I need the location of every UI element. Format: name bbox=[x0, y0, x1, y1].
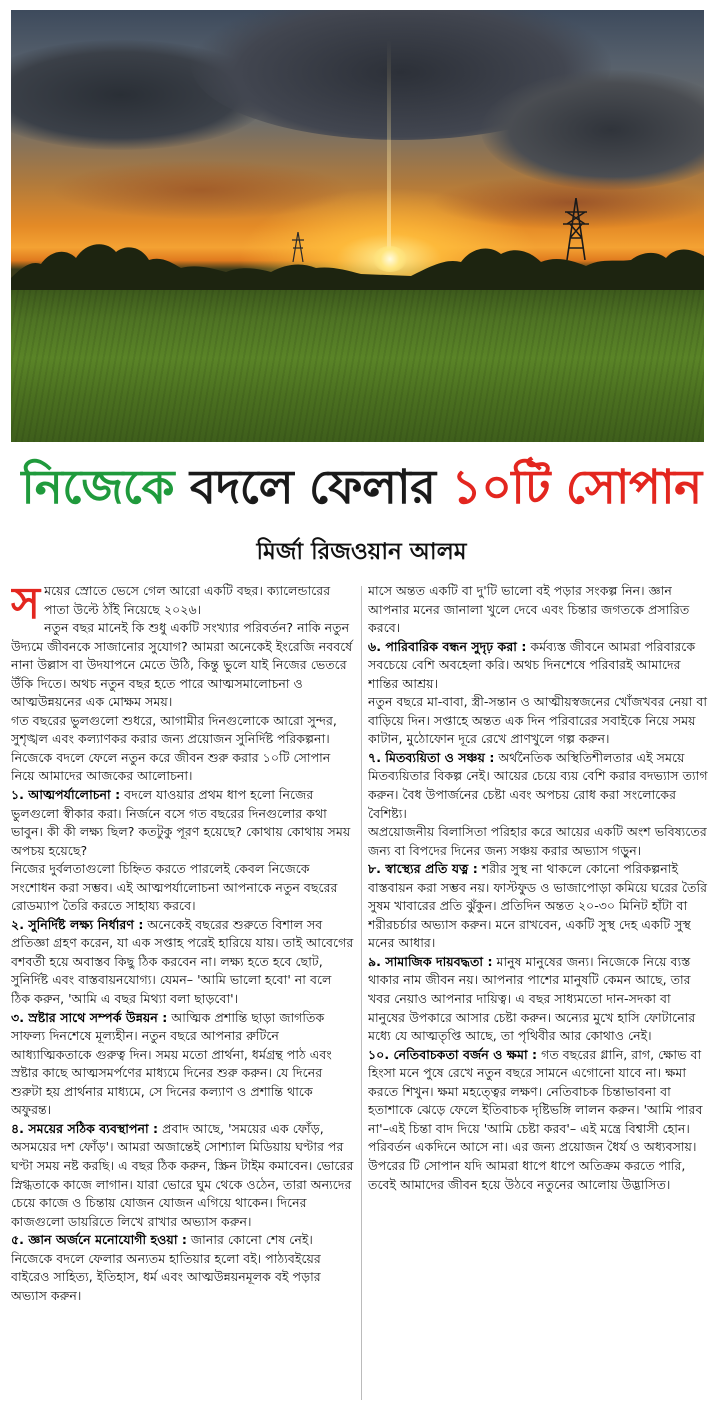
power-tower-icon bbox=[291, 232, 305, 262]
step-text: আত্মিক প্রশান্তি ছাড়া জাগতিক সাফল্য দিনশেষে মূল্যহীন। নতুন বছরে আপনার রুটিনে আধ্যাত্মিকতাকে গুরুত্ব দিন। সময় মতো প্রার্থনা, ধর্মগ্রন্থ পাঠ এবং স্রষ্টার কাছে আত্মসমর্পণের মাধ্যমে দিনের শুরু করুন। যে দিনের শুরুটা হয় প্রার্থনার মাধ্যমে, সে দিনের কল্যাণ ও প্রশান্তি থাকে অফুরন্ত। bbox=[11, 1009, 332, 1118]
step-5 bbox=[11, 1231, 354, 1305]
step-1-continued: নিজের দুর্বলতাগুলো চিহ্নিত করতে পারলেই কেবল নিজেকে সংশোধন করা সম্ভব। এই আত্মপর্যালোচনা আপনাকে নতুন বছরের রোডম্যাপ তৈরি করতে সাহায্য করবে। bbox=[11, 861, 338, 914]
step-text: বদলে যাওয়ার প্রথম ধাপ হলো নিজের ভুলগুলো স্বীকার করা। নির্জনে বসে গত বছরের দিনগুলোর কথা ভাবুন। কী কী লক্ষ্য ছিল? কতটুকু পূরণ হয়েছে? কোথায় কোথায় সময় অপচয় হয়েছে? bbox=[11, 787, 351, 858]
step-2 bbox=[11, 916, 354, 1009]
step-7-continued: অপ্রয়োজনীয় বিলাসিতা পরিহার করে আয়ের একটি অংশ ভবিষ্যতের জন্য বা বিপদের দিনের জন্য সঞ্চয় করার অভ্যাস গড়ুন। bbox=[368, 824, 707, 858]
power-tower-icon bbox=[561, 198, 591, 260]
step-heading: ২. সুনির্দিষ্ট লক্ষ্য নির্ধারণ : bbox=[11, 916, 144, 932]
article-title bbox=[0, 448, 723, 528]
step-text: জানার কোনো শেষ নেই। নিজেকে বদলে ফেলার অন্যতম হাতিয়ার হলো বই। পাঠ্যবইয়ের বাইরেও সাহিত্য, ইতিহাস, ধর্ম এবং আত্মউন্নয়নমূলক বই পড়ার অভ্যাস করুন। bbox=[11, 1232, 321, 1303]
step-text: অনেকেই বছরের শুরুতে বিশাল সব প্রতিজ্ঞা গ্রহণ করেন, যা এক সপ্তাহ পরেই হারিয়ে যায়। তাই আবেগের বশবর্তী হয়ে অবাস্তব কিছু ঠিক করবেন না। লক্ষ্য হতে হবে ছোট, সুনির্দিষ্ট এবং বাস্তবায়নযোগ্য। যেমন– 'আমি ভালো হবো' না বলে ঠিক করুন, 'আমি এ বছর মিথ্যা বলা ছাড়বো'। bbox=[11, 916, 354, 1007]
article-column-left bbox=[11, 582, 354, 1402]
step-text: অর্থনৈতিক অস্থিতিশীলতার এই সময়ে মিতব্যয়িতার বিকল্প নেই। আয়ের চেয়ে ব্যয় বেশি করার বদভ্যাস ত্যাগ করুন। বৈধ উপার্জনের চেষ্টা এবং অপচয় রোধ করা সংলোকের বৈশিষ্ট্য। bbox=[368, 749, 708, 821]
step-heading: ১০. নেতিবাচকতা বর্জন ও ক্ষমা : bbox=[368, 1046, 538, 1062]
step-10 bbox=[368, 1046, 710, 1194]
hero-photo bbox=[11, 10, 704, 442]
step-text: মানুষ মানুষের জন্য। নিজেকে নিয়ে ব্যস্ত থাকার নাম জীবন নয়। আপনার পাশের মানুষটি কেমন আছে, তার খবর নেয়াও আপনার দায়িত্ব। এ বছর সাধ্যমতো দান-সদকা বা মানুষের উপকারে আসার চেষ্টা করুন। অন্যের মুখে হাসি ফোটানোর মধ্যে যে আত্মতৃপ্তি আছে, তা পৃথিবীর আর কোথাও নেই। bbox=[368, 953, 696, 1044]
step-text: প্রবাদ আছে, 'সময়ের এক ফোঁড়, অসময়ের দশ ফোঁড়'। আমরা অজান্তেই সোশ্যাল মিডিয়ায় ঘণ্টার পর ঘণ্টা সময় নষ্ট করছি। এ বছর ঠিক করুন, স্ক্রিন টাইম কমাবেন। ভোরের স্নিগ্ধতাকে কাজে লাগান। যারা ভোরে ঘুম থেকে ওঠেন, তারা অন্যদের চেয়ে কাজে ও চিন্তায় যোজন যোজন এগিয়ে থাকেন। দিনের কাজগুলো ডায়রিতে লিখে রাখার অভ্যাস করুন। bbox=[11, 1120, 354, 1229]
step-8 bbox=[368, 860, 710, 953]
treeline-silhouette bbox=[11, 238, 704, 296]
step-9 bbox=[368, 953, 710, 1046]
column-divider bbox=[361, 586, 362, 1400]
step-heading: ৬. পারিবারিক বন্ধন সুদৃঢ় করা : bbox=[368, 638, 527, 654]
intro-paragraph bbox=[11, 582, 354, 629]
title-part-dark: বদলে ফেলার bbox=[174, 460, 452, 515]
step-6-continued: নতুন বছরে মা-বাবা, স্ত্রী-সন্তান ও আত্মীয়স্বজনের খোঁজখবর নেয়া বা বাড়িয়ে দিন। সপ্তাহে অন্তত এক দিন পরিবারের সবাইকে নিয়ে সময় কাটান, মুঠোফোন দূরে রেখে প্রাণখুলে গল্প করুন। bbox=[368, 694, 708, 747]
step-3 bbox=[11, 1009, 354, 1120]
intro-text: ময়ের স্রোতে ভেসে গেল আরো একটি বছর। ক্যালেন্ডারের পাতা উল্টে ঠাঁই নিয়েছে ২০২৬। bbox=[44, 583, 331, 617]
step-heading: ৮. স্বাস্থ্যের প্রতি যত্ন : bbox=[368, 861, 478, 877]
step-text: গত বছরের গ্লানি, রাগ, ক্ষোভ বা হিংসা মনে পুষে রেখে নতুন বছরে সামনে এগোনো যাবে না। ক্ষমা করতে শিখুন। ক্ষমা মহত্ত্বের লক্ষণ। নেতিবাচক চিন্তাভাবনা বা হতাশাকে ঝেড়ে ফেলে ইতিবাচক দৃষ্টিভঙ্গি লালন করুন। 'আমি পারব না'–এই চিন্তা বাদ দিয়ে 'আমি চেষ্টা করব'– এই মন্ত্রে বিশ্বাসী হোন। পরিবর্তন একদিনে আসে না। এর জন্য প্রয়োজন ধৈর্য ও অধ্যবসায়। উপরের টি সোপান যদি আমরা ধাপে ধাপে অতিক্রম করতে পারি, তবেই আমাদের জীবন হয়ে উঠবে নতুনের আলোয় উদ্ভাসিত। bbox=[368, 1046, 703, 1192]
step-heading: ৭. মিতব্যয়িতা ও সঞ্চয় : bbox=[368, 749, 495, 765]
step-6 bbox=[368, 638, 710, 694]
step-4 bbox=[11, 1120, 354, 1231]
step-heading: ৩. স্রষ্টার সাথে সম্পর্ক উন্নয়ন : bbox=[11, 1009, 168, 1025]
step-7 bbox=[368, 749, 710, 823]
step-1 bbox=[11, 786, 354, 860]
intro-paragraph: গত বছরের ভুলগুলো শুধরে, আগামীর দিনগুলোকে আরো সুন্দর, সুশৃঙ্খল এবং কল্যাণকর করার জন্য প্রয়োজন সুনির্দিষ্ট পরিকল্পনা। নিজেকে বদলে ফেলে নতুন করে জীবন শুরু করার ১০টি সোপান নিয়ে আমাদের আজকের আলোচনা। bbox=[11, 712, 337, 784]
step-text: কর্মব্যস্ত জীবনে আমরা পরিবারকে সবচেয়ে বেশি অবহেলা করি। অথচ দিনশেষে পরিবারই আমাদের শান্তির আশ্রয়। bbox=[368, 638, 696, 691]
intro-paragraph: নতুন বছর মানেই কি শুধু একটি সংখ্যার পরিবর্তন? নাকি নতুন উদ্যমে জীবনকে সাজানোর সুযোগ? আমরা অনেকেই ইংরেজি নববর্ষে নানা উল্লাস বা উদযাপনে মেতে উঠি, কিন্তু ভুলে যাই নিজের ভেতরে উঁকি দিতে। অথচ নতুন বছর হতে পারে আত্মসমালোচনা ও আত্মউন্নয়নের এক মোক্ষম সময়। bbox=[11, 620, 353, 710]
drop-cap: স bbox=[11, 582, 41, 629]
sun-ray bbox=[387, 40, 391, 260]
step-heading: ৪. সময়ের সঠিক ব্যবস্থাপনা : bbox=[11, 1120, 159, 1136]
article-column-right bbox=[368, 582, 710, 1402]
step-heading: ১. আত্মপর্যালোচনা : bbox=[11, 787, 121, 803]
step-5-continued: মাসে অন্তত একটি বা দু'টি ভালো বই পড়ার সংকল্প নিন। জ্ঞান আপনার মনের জানালা খুলে দেবে এবং চিন্তার জগতকে প্রসারিত করবে। bbox=[368, 583, 690, 636]
sun bbox=[373, 246, 407, 272]
author-byline: মির্জা রিজওয়ান আলম bbox=[256, 539, 467, 565]
green-field bbox=[11, 290, 704, 442]
title-part-red: ১০টি সোপান bbox=[451, 460, 702, 515]
step-text: শরীর সুস্থ না থাকলে কোনো পরিকল্পনাই বাস্তবায়ন করা সম্ভব নয়। ফাস্টফুড ও ভাজাপোড়া কমিয়ে ঘরের তৈরি সুষম খাবারের প্রতি ঝুঁকুন। প্রতিদিন অন্তত ২০-৩০ মিনিট হাঁটা বা শরীরচর্চার অভ্যাস করুন। মনে রাখবেন, একটি সুস্থ দেহ একটি সুস্থ মনের আধার। bbox=[368, 861, 707, 951]
step-heading: ৯. সামাজিক দায়বদ্ধতা : bbox=[368, 953, 493, 969]
cloud-glow bbox=[51, 160, 351, 220]
step-heading: ৫. জ্ঞান অর্জনে মনোযোগী হওয়া : bbox=[11, 1232, 187, 1248]
title-part-green: নিজেকে bbox=[21, 460, 175, 515]
